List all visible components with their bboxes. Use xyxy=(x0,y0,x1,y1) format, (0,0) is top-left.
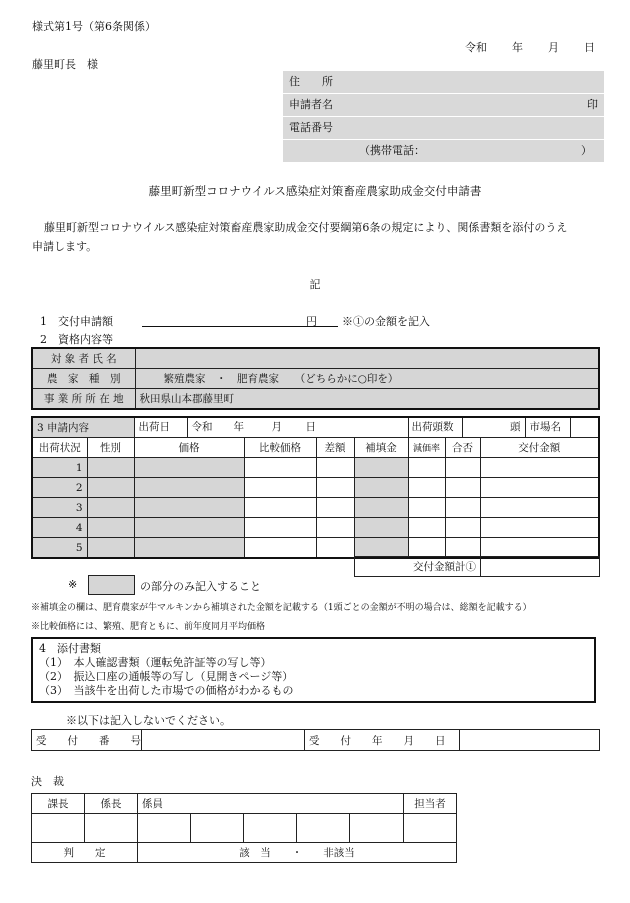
attachment-item: （2） 振込口座の通帳等の写し（見開きページ等） xyxy=(39,670,294,683)
row-number: 5 xyxy=(32,538,87,559)
legend-swatch xyxy=(88,575,135,595)
receipt-number-field xyxy=(142,730,305,751)
attachments-title: 4 添付書類 xyxy=(39,642,101,655)
difference-cell xyxy=(316,458,354,478)
address-row[interactable] xyxy=(283,71,604,94)
sex-cell[interactable] xyxy=(87,518,134,538)
applicant-block xyxy=(283,71,604,163)
col-difference: 差額 xyxy=(316,438,354,458)
comparison-cell xyxy=(244,538,316,559)
grant-cell xyxy=(480,538,599,559)
subsidy-cell[interactable] xyxy=(354,538,408,559)
subsidy-cell[interactable] xyxy=(354,518,408,538)
receipt-date-field xyxy=(460,730,600,751)
comparison-cell xyxy=(244,458,316,478)
farm-type-label: 農 家 種 別 xyxy=(32,369,135,389)
amount-unit: 円 xyxy=(306,315,317,328)
difference-cell xyxy=(316,478,354,498)
row-number: 2 xyxy=(32,478,87,498)
decision-title: 決 裁 xyxy=(31,775,64,788)
ship-day: 日 xyxy=(305,421,316,433)
attachments-box xyxy=(31,637,596,703)
table-row xyxy=(32,538,599,559)
date-month: 月 xyxy=(548,41,559,54)
grant-cell xyxy=(480,518,599,538)
kakaricho-label: 係長 xyxy=(85,794,138,814)
comparison-cell xyxy=(244,518,316,538)
date-year: 年 xyxy=(512,41,523,54)
form-number: 様式第1号（第6条関係） xyxy=(32,20,156,33)
price-cell[interactable] xyxy=(134,518,244,538)
subsidy-cell[interactable] xyxy=(354,498,408,518)
date-era: 令和 xyxy=(465,41,487,54)
table-row xyxy=(32,518,599,538)
price-cell[interactable] xyxy=(134,478,244,498)
row-number: 1 xyxy=(32,458,87,478)
ship-year: 年 xyxy=(233,421,244,433)
sex-cell[interactable] xyxy=(87,478,134,498)
grant-cell xyxy=(480,478,599,498)
intro-line-1: 藤里町新型コロナウイルス感染症対策畜産農家助成金交付要綱第6条の規定により、関係書類を添付のうえ xyxy=(44,221,568,234)
grant-cell xyxy=(480,498,599,518)
comparison-cell xyxy=(244,498,316,518)
tanto-seal xyxy=(404,814,457,843)
mobile-label: （携帯電話： xyxy=(359,144,425,157)
column-header-row xyxy=(32,438,599,458)
attachment-item: （3） 当該牛を出荷した市場での価格がわかるもの xyxy=(39,684,294,697)
difference-cell xyxy=(316,518,354,538)
ship-date-cell[interactable] xyxy=(134,417,408,438)
pass-cell xyxy=(445,478,480,498)
office-use-notice: ※以下は記入しないでください。 xyxy=(66,714,231,727)
total-table xyxy=(354,556,600,577)
mobile-row[interactable] xyxy=(283,140,604,163)
kakariin-seal xyxy=(191,814,244,843)
col-depreciation-rate: 減価率 xyxy=(408,438,445,458)
col-sex: 性別 xyxy=(87,438,134,458)
row-number: 3 xyxy=(32,498,87,518)
pass-cell xyxy=(445,538,480,559)
table-row xyxy=(32,478,599,498)
col-pass-fail: 合否 xyxy=(445,438,480,458)
name-label: 申請者名 xyxy=(289,98,333,111)
amount-note: ※①の金額を記入 xyxy=(342,315,430,328)
total-label: 交付金額計① xyxy=(355,557,481,577)
hantei-result: 該 当 ・ 非該当 xyxy=(138,843,457,863)
rate-cell xyxy=(408,458,445,478)
office-label: 事 業 所 所 在 地 xyxy=(32,389,135,410)
ship-era: 令和 xyxy=(191,421,213,433)
target-name-field[interactable] xyxy=(135,348,599,369)
difference-cell xyxy=(316,538,354,559)
rate-cell xyxy=(408,538,445,559)
sex-cell[interactable] xyxy=(87,538,134,559)
phone-row[interactable] xyxy=(283,117,604,140)
price-cell[interactable] xyxy=(134,538,244,559)
date-line xyxy=(465,39,595,55)
count-market-cell[interactable] xyxy=(408,417,599,438)
rate-cell xyxy=(408,478,445,498)
difference-cell xyxy=(316,498,354,518)
col-price: 価格 xyxy=(134,438,244,458)
pass-cell xyxy=(445,458,480,478)
kakaricho-seal xyxy=(85,814,138,843)
date-day: 日 xyxy=(584,41,595,54)
head-count-label: 出荷頭数 xyxy=(409,418,463,437)
receipt-table xyxy=(31,729,600,751)
legend-mark: ※ xyxy=(68,578,78,591)
tanto-label: 担当者 xyxy=(404,794,457,814)
item2-label: 2 資格内容等 xyxy=(40,333,113,346)
head-count-unit: 頭 xyxy=(463,418,526,437)
phone-label: 電話番号 xyxy=(289,121,333,134)
addressee: 藤里町長 様 xyxy=(32,58,98,71)
seal-mark: 印 xyxy=(587,98,598,111)
comparison-cell xyxy=(244,478,316,498)
subsidy-cell[interactable] xyxy=(354,478,408,498)
table-row xyxy=(32,498,599,518)
col-comparison-price: 比較価格 xyxy=(244,438,316,458)
sex-cell[interactable] xyxy=(87,458,134,478)
col-subsidy: 補填金 xyxy=(354,438,408,458)
attachment-item: （1） 本人確認書類（運転免許証等の写し等） xyxy=(39,656,272,669)
col-shipping-status: 出荷状況 xyxy=(32,438,87,458)
price-cell[interactable] xyxy=(134,498,244,518)
app3-label: 3 申請内容 xyxy=(32,417,134,438)
item1-label: 1 交付申請額 xyxy=(40,315,113,328)
kakariin-seal xyxy=(350,814,404,843)
kacho-seal xyxy=(32,814,85,843)
pass-cell xyxy=(445,518,480,538)
pass-cell xyxy=(445,498,480,518)
grant-cell xyxy=(480,458,599,478)
address-label: 住 所 xyxy=(289,75,333,88)
kakariin-label: 係員 xyxy=(138,794,404,814)
office-field[interactable]: 秋田県山本郡藤里町 xyxy=(135,389,599,410)
application-table xyxy=(31,416,600,559)
decision-table xyxy=(31,793,457,863)
mobile-close: ） xyxy=(581,144,592,157)
note-subsidy: ※補填金の欄は、肥育農家が牛マルキンから補填された金額を記載する（1頭ごとの金額が不明の場合は、総額を記載する） xyxy=(31,603,532,613)
kakariin-seal xyxy=(244,814,297,843)
receipt-number-label: 受 付 番 号 xyxy=(32,730,142,751)
table-row xyxy=(32,458,599,478)
market-label: 市場名 xyxy=(526,418,571,437)
farm-type-field[interactable]: 繁殖農家 ・ 肥育農家 （どちらかに○印を） xyxy=(135,369,599,389)
ship-date-label: 出荷日 xyxy=(135,418,188,437)
intro-line-2: 申請します。 xyxy=(32,240,98,253)
kakariin-seal xyxy=(297,814,350,843)
legend-text: の部分のみ記入すること xyxy=(140,580,261,593)
note-comparison: ※比較価格には、繁殖、肥育ともに、前年度同月平均価格 xyxy=(31,622,266,632)
price-cell[interactable] xyxy=(134,458,244,478)
document-title: 藤里町新型コロナウイルス感染症対策畜産農家助成金交付申請書 xyxy=(148,184,482,198)
sex-cell[interactable] xyxy=(87,498,134,518)
ki-mark: 記 xyxy=(309,278,321,291)
ship-month: 月 xyxy=(271,421,282,433)
col-grant-amount: 交付金額 xyxy=(480,438,599,458)
qualification-table xyxy=(31,347,600,410)
subsidy-cell[interactable] xyxy=(354,458,408,478)
application-header-row xyxy=(32,417,599,438)
hantei-label: 判 定 xyxy=(32,843,138,863)
rate-cell xyxy=(408,518,445,538)
rate-cell xyxy=(408,498,445,518)
total-amount xyxy=(481,557,600,577)
kakariin-seal xyxy=(138,814,191,843)
row-number: 4 xyxy=(32,518,87,538)
target-name-label: 対 象 者 氏 名 xyxy=(32,348,135,369)
name-row[interactable] xyxy=(283,94,604,117)
receipt-date-label: 受 付 年 月 日 xyxy=(305,730,460,751)
kacho-label: 課長 xyxy=(32,794,85,814)
